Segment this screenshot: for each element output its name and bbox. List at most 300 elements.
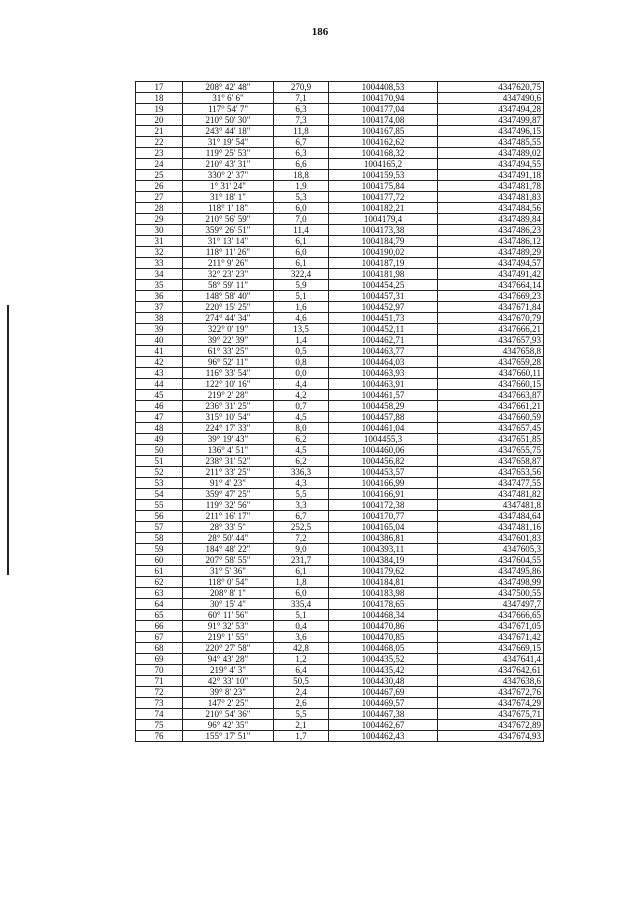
- table-row: [136, 599, 544, 610]
- y-coordinate-cell: 4347671,05: [438, 621, 544, 632]
- angle-cell: 118° 11' 26": [183, 247, 274, 258]
- y-coordinate-cell: 4347657,45: [438, 423, 544, 434]
- point-number-cell: 68: [136, 643, 183, 654]
- angle-cell: 31° 18' 1": [183, 192, 274, 203]
- point-number-cell: 17: [136, 82, 183, 93]
- table-row: [136, 368, 544, 379]
- margin-mark: [7, 305, 9, 575]
- angle-cell: 118° 0' 54": [183, 577, 274, 588]
- angle-cell: 330° 2' 37": [183, 170, 274, 181]
- table-row: [136, 423, 544, 434]
- length-cell: 5,1: [274, 610, 329, 621]
- point-number-cell: 67: [136, 632, 183, 643]
- table-row: [136, 258, 544, 269]
- y-coordinate-cell: 4347604,55: [438, 555, 544, 566]
- length-cell: 0,7: [274, 401, 329, 412]
- y-coordinate-cell: 4347477,55: [438, 478, 544, 489]
- length-cell: 6,4: [274, 665, 329, 676]
- length-cell: 2,6: [274, 698, 329, 709]
- table-row: [136, 478, 544, 489]
- angle-cell: 315° 10' 54": [183, 412, 274, 423]
- length-cell: 0,4: [274, 621, 329, 632]
- y-coordinate-cell: 4347672,89: [438, 720, 544, 731]
- point-number-cell: 51: [136, 456, 183, 467]
- x-coordinate-cell: 1004435,52: [329, 654, 438, 665]
- x-coordinate-cell: 1004468,34: [329, 610, 438, 621]
- x-coordinate-cell: 1004165,04: [329, 522, 438, 533]
- x-coordinate-cell: 1004182,21: [329, 203, 438, 214]
- table-row: [136, 643, 544, 654]
- length-cell: 0,8: [274, 357, 329, 368]
- angle-cell: 208° 42' 48": [183, 82, 274, 93]
- length-cell: 13,5: [274, 324, 329, 335]
- y-coordinate-cell: 4347491,42: [438, 269, 544, 280]
- table-row: [136, 401, 544, 412]
- length-cell: 6,2: [274, 456, 329, 467]
- length-cell: 42,8: [274, 643, 329, 654]
- page-number: 186: [311, 26, 329, 38]
- table-row: [136, 379, 544, 390]
- point-number-cell: 24: [136, 159, 183, 170]
- x-coordinate-cell: 1004386,81: [329, 533, 438, 544]
- y-coordinate-cell: 4347484,56: [438, 203, 544, 214]
- x-coordinate-cell: 1004454,25: [329, 280, 438, 291]
- point-number-cell: 45: [136, 390, 183, 401]
- table-row: [136, 731, 544, 742]
- angle-cell: 210° 50' 30": [183, 115, 274, 126]
- angle-cell: 96° 42' 35": [183, 720, 274, 731]
- length-cell: 3,6: [274, 632, 329, 643]
- y-coordinate-cell: 4347490,6: [438, 93, 544, 104]
- point-number-cell: 56: [136, 511, 183, 522]
- length-cell: 270,9: [274, 82, 329, 93]
- point-number-cell: 37: [136, 302, 183, 313]
- x-coordinate-cell: 1004435,42: [329, 665, 438, 676]
- length-cell: 50,5: [274, 676, 329, 687]
- y-coordinate-cell: 4347675,71: [438, 709, 544, 720]
- table-row: [136, 489, 544, 500]
- table-row: [136, 346, 544, 357]
- table-row: [136, 214, 544, 225]
- y-coordinate-cell: 4347666,65: [438, 610, 544, 621]
- angle-cell: 238° 31' 52": [183, 456, 274, 467]
- length-cell: 18,8: [274, 170, 329, 181]
- angle-cell: 96° 52' 11": [183, 357, 274, 368]
- y-coordinate-cell: 4347481,83: [438, 192, 544, 203]
- x-coordinate-cell: 1004168,32: [329, 148, 438, 159]
- y-coordinate-cell: 4347620,75: [438, 82, 544, 93]
- length-cell: 6,6: [274, 159, 329, 170]
- point-number-cell: 23: [136, 148, 183, 159]
- point-number-cell: 66: [136, 621, 183, 632]
- length-cell: 252,5: [274, 522, 329, 533]
- length-cell: 2,4: [274, 687, 329, 698]
- x-coordinate-cell: 1004184,81: [329, 577, 438, 588]
- x-coordinate-cell: 1004452,97: [329, 302, 438, 313]
- point-number-cell: 19: [136, 104, 183, 115]
- length-cell: 1,7: [274, 731, 329, 742]
- y-coordinate-cell: 4347672,76: [438, 687, 544, 698]
- length-cell: 4,4: [274, 379, 329, 390]
- table-row: [136, 115, 544, 126]
- table-row: [136, 412, 544, 423]
- table-row: [136, 335, 544, 346]
- point-number-cell: 58: [136, 533, 183, 544]
- angle-cell: 219° 4' 3": [183, 665, 274, 676]
- table-row: [136, 170, 544, 181]
- x-coordinate-cell: 1004456,82: [329, 456, 438, 467]
- table-row: [136, 467, 544, 478]
- angle-cell: 219° 2' 28": [183, 390, 274, 401]
- point-number-cell: 26: [136, 181, 183, 192]
- y-coordinate-cell: 4347481,16: [438, 522, 544, 533]
- table-row: [136, 137, 544, 148]
- angle-cell: 147° 2' 25": [183, 698, 274, 709]
- angle-cell: 91° 4' 23": [183, 478, 274, 489]
- length-cell: 1,2: [274, 654, 329, 665]
- y-coordinate-cell: 4347491,18: [438, 170, 544, 181]
- y-coordinate-cell: 4347658,87: [438, 456, 544, 467]
- table-row: [136, 269, 544, 280]
- y-coordinate-cell: 4347651,85: [438, 434, 544, 445]
- point-number-cell: 32: [136, 247, 183, 258]
- y-coordinate-cell: 4347642,61: [438, 665, 544, 676]
- table-row: [136, 302, 544, 313]
- y-coordinate-cell: 4347670,79: [438, 313, 544, 324]
- table-row: [136, 511, 544, 522]
- y-coordinate-cell: 4347489,02: [438, 148, 544, 159]
- y-coordinate-cell: 4347658,8: [438, 346, 544, 357]
- length-cell: 1,8: [274, 577, 329, 588]
- point-number-cell: 31: [136, 236, 183, 247]
- x-coordinate-cell: 1004393,11: [329, 544, 438, 555]
- length-cell: 1,6: [274, 302, 329, 313]
- table-row: [136, 203, 544, 214]
- table-row: [136, 676, 544, 687]
- point-number-cell: 62: [136, 577, 183, 588]
- angle-cell: 119° 25' 53": [183, 148, 274, 159]
- x-coordinate-cell: 1004470,86: [329, 621, 438, 632]
- length-cell: 5,1: [274, 291, 329, 302]
- x-coordinate-cell: 1004179,62: [329, 566, 438, 577]
- table-row: [136, 566, 544, 577]
- table-row: [136, 313, 544, 324]
- table-row: [136, 148, 544, 159]
- point-number-cell: 28: [136, 203, 183, 214]
- y-coordinate-cell: 4347663,87: [438, 390, 544, 401]
- angle-cell: 148° 58' 40": [183, 291, 274, 302]
- x-coordinate-cell: 1004458,29: [329, 401, 438, 412]
- point-number-cell: 59: [136, 544, 183, 555]
- length-cell: 5,5: [274, 489, 329, 500]
- y-coordinate-cell: 4347674,29: [438, 698, 544, 709]
- y-coordinate-cell: 4347497,7: [438, 599, 544, 610]
- point-number-cell: 52: [136, 467, 183, 478]
- table-row: [136, 225, 544, 236]
- point-number-cell: 49: [136, 434, 183, 445]
- y-coordinate-cell: 4347485,55: [438, 137, 544, 148]
- x-coordinate-cell: 1004177,04: [329, 104, 438, 115]
- table-row: [136, 390, 544, 401]
- angle-cell: 28° 33' 5": [183, 522, 274, 533]
- angle-cell: 243° 44' 18": [183, 126, 274, 137]
- point-number-cell: 34: [136, 269, 183, 280]
- length-cell: 8,0: [274, 423, 329, 434]
- y-coordinate-cell: 4347641,4: [438, 654, 544, 665]
- x-coordinate-cell: 1004464,03: [329, 357, 438, 368]
- angle-cell: 1° 31' 24": [183, 181, 274, 192]
- x-coordinate-cell: 1004461,04: [329, 423, 438, 434]
- angle-cell: 31° 13' 14": [183, 236, 274, 247]
- point-number-cell: 53: [136, 478, 183, 489]
- length-cell: 1,9: [274, 181, 329, 192]
- point-number-cell: 48: [136, 423, 183, 434]
- length-cell: 6,0: [274, 247, 329, 258]
- point-number-cell: 22: [136, 137, 183, 148]
- point-number-cell: 42: [136, 357, 183, 368]
- y-coordinate-cell: 4347481,8: [438, 500, 544, 511]
- length-cell: 6,0: [274, 203, 329, 214]
- point-number-cell: 69: [136, 654, 183, 665]
- angle-cell: 210° 43' 31": [183, 159, 274, 170]
- angle-cell: 211° 16' 17": [183, 511, 274, 522]
- y-coordinate-cell: 4347669,15: [438, 643, 544, 654]
- length-cell: 6,3: [274, 148, 329, 159]
- angle-cell: 155° 17' 51": [183, 731, 274, 742]
- point-number-cell: 65: [136, 610, 183, 621]
- point-number-cell: 20: [136, 115, 183, 126]
- length-cell: 322,4: [274, 269, 329, 280]
- point-number-cell: 47: [136, 412, 183, 423]
- y-coordinate-cell: 4347605,3: [438, 544, 544, 555]
- y-coordinate-cell: 4347653,56: [438, 467, 544, 478]
- point-number-cell: 25: [136, 170, 183, 181]
- y-coordinate-cell: 4347655,75: [438, 445, 544, 456]
- length-cell: 0,5: [274, 346, 329, 357]
- y-coordinate-cell: 4347499,87: [438, 115, 544, 126]
- point-number-cell: 38: [136, 313, 183, 324]
- x-coordinate-cell: 1004452,11: [329, 324, 438, 335]
- table-row: [136, 82, 544, 93]
- coordinates-table: [135, 81, 544, 742]
- x-coordinate-cell: 1004469,57: [329, 698, 438, 709]
- point-number-cell: 44: [136, 379, 183, 390]
- x-coordinate-cell: 1004462,43: [329, 731, 438, 742]
- x-coordinate-cell: 1004455,3: [329, 434, 438, 445]
- x-coordinate-cell: 1004174,08: [329, 115, 438, 126]
- angle-cell: 208° 8' 1": [183, 588, 274, 599]
- length-cell: 6,3: [274, 104, 329, 115]
- length-cell: 6,1: [274, 566, 329, 577]
- length-cell: 6,7: [274, 511, 329, 522]
- point-number-cell: 39: [136, 324, 183, 335]
- x-coordinate-cell: 1004166,91: [329, 489, 438, 500]
- angle-cell: 236° 31' 25": [183, 401, 274, 412]
- angle-cell: 30° 15' 4": [183, 599, 274, 610]
- length-cell: 4,5: [274, 445, 329, 456]
- y-coordinate-cell: 4347500,55: [438, 588, 544, 599]
- table-row: [136, 610, 544, 621]
- point-number-cell: 27: [136, 192, 183, 203]
- angle-cell: 31° 6' 6": [183, 93, 274, 104]
- point-number-cell: 18: [136, 93, 183, 104]
- x-coordinate-cell: 1004462,67: [329, 720, 438, 731]
- point-number-cell: 76: [136, 731, 183, 742]
- angle-cell: 220° 27' 58": [183, 643, 274, 654]
- angle-cell: 39° 8' 23": [183, 687, 274, 698]
- table-row: [136, 291, 544, 302]
- angle-cell: 32° 23' 23": [183, 269, 274, 280]
- y-coordinate-cell: 4347486,12: [438, 236, 544, 247]
- y-coordinate-cell: 4347494,55: [438, 159, 544, 170]
- table-row: [136, 445, 544, 456]
- length-cell: 2,1: [274, 720, 329, 731]
- point-number-cell: 72: [136, 687, 183, 698]
- length-cell: 4,5: [274, 412, 329, 423]
- y-coordinate-cell: 4347661,21: [438, 401, 544, 412]
- x-coordinate-cell: 1004457,31: [329, 291, 438, 302]
- x-coordinate-cell: 1004384,19: [329, 555, 438, 566]
- y-coordinate-cell: 4347481,82: [438, 489, 544, 500]
- table-row: [136, 522, 544, 533]
- y-coordinate-cell: 4347666,21: [438, 324, 544, 335]
- x-coordinate-cell: 1004165,2: [329, 159, 438, 170]
- angle-cell: 28° 50' 44": [183, 533, 274, 544]
- angle-cell: 322° 0' 19": [183, 324, 274, 335]
- length-cell: 11,4: [274, 225, 329, 236]
- y-coordinate-cell: 4347486,23: [438, 225, 544, 236]
- point-number-cell: 71: [136, 676, 183, 687]
- y-coordinate-cell: 4347674,93: [438, 731, 544, 742]
- length-cell: 6,0: [274, 588, 329, 599]
- length-cell: 7,3: [274, 115, 329, 126]
- point-number-cell: 50: [136, 445, 183, 456]
- x-coordinate-cell: 1004181,98: [329, 269, 438, 280]
- x-coordinate-cell: 1004170,94: [329, 93, 438, 104]
- point-number-cell: 61: [136, 566, 183, 577]
- length-cell: 7,1: [274, 93, 329, 104]
- angle-cell: 224° 17' 33": [183, 423, 274, 434]
- table-row: [136, 280, 544, 291]
- length-cell: 6,1: [274, 236, 329, 247]
- y-coordinate-cell: 4347489,29: [438, 247, 544, 258]
- length-cell: 7,2: [274, 533, 329, 544]
- table-row: [136, 698, 544, 709]
- angle-cell: 39° 22' 39": [183, 335, 274, 346]
- table-row: [136, 247, 544, 258]
- angle-cell: 61° 33' 25": [183, 346, 274, 357]
- table-row: [136, 654, 544, 665]
- angle-cell: 359° 47' 25": [183, 489, 274, 500]
- y-coordinate-cell: 4347496,15: [438, 126, 544, 137]
- y-coordinate-cell: 4347498,99: [438, 577, 544, 588]
- point-number-cell: 75: [136, 720, 183, 731]
- table-row: [136, 93, 544, 104]
- table-row: [136, 434, 544, 445]
- y-coordinate-cell: 4347495,86: [438, 566, 544, 577]
- length-cell: 11,8: [274, 126, 329, 137]
- angle-cell: 119° 32' 56": [183, 500, 274, 511]
- table-row: [136, 621, 544, 632]
- x-coordinate-cell: 1004179,4: [329, 214, 438, 225]
- point-number-cell: 46: [136, 401, 183, 412]
- angle-cell: 207° 58' 55": [183, 555, 274, 566]
- x-coordinate-cell: 1004408,53: [329, 82, 438, 93]
- angle-cell: 274° 44' 34": [183, 313, 274, 324]
- point-number-cell: 60: [136, 555, 183, 566]
- point-number-cell: 35: [136, 280, 183, 291]
- table-row: [136, 709, 544, 720]
- length-cell: 4,2: [274, 390, 329, 401]
- length-cell: 4,6: [274, 313, 329, 324]
- point-number-cell: 73: [136, 698, 183, 709]
- coordinates-table-body: [136, 82, 544, 742]
- table-row: [136, 500, 544, 511]
- point-number-cell: 21: [136, 126, 183, 137]
- point-number-cell: 54: [136, 489, 183, 500]
- table-row: [136, 687, 544, 698]
- angle-cell: 122° 10' 16": [183, 379, 274, 390]
- point-number-cell: 63: [136, 588, 183, 599]
- angle-cell: 211° 33' 25": [183, 467, 274, 478]
- y-coordinate-cell: 4347671,42: [438, 632, 544, 643]
- x-coordinate-cell: 1004463,91: [329, 379, 438, 390]
- length-cell: 0,0: [274, 368, 329, 379]
- x-coordinate-cell: 1004457,88: [329, 412, 438, 423]
- angle-cell: 116° 33' 54": [183, 368, 274, 379]
- angle-cell: 42° 33' 10": [183, 676, 274, 687]
- x-coordinate-cell: 1004461,57: [329, 390, 438, 401]
- point-number-cell: 36: [136, 291, 183, 302]
- x-coordinate-cell: 1004470,85: [329, 632, 438, 643]
- length-cell: 9,0: [274, 544, 329, 555]
- y-coordinate-cell: 4347638,6: [438, 676, 544, 687]
- point-number-cell: 43: [136, 368, 183, 379]
- y-coordinate-cell: 4347601,83: [438, 533, 544, 544]
- table-row: [136, 632, 544, 643]
- table-row: [136, 181, 544, 192]
- x-coordinate-cell: 1004170,77: [329, 511, 438, 522]
- angle-cell: 184° 48' 22": [183, 544, 274, 555]
- length-cell: 1,4: [274, 335, 329, 346]
- angle-cell: 94° 43' 28": [183, 654, 274, 665]
- x-coordinate-cell: 1004460,06: [329, 445, 438, 456]
- x-coordinate-cell: 1004467,38: [329, 709, 438, 720]
- point-number-cell: 70: [136, 665, 183, 676]
- x-coordinate-cell: 1004430,48: [329, 676, 438, 687]
- y-coordinate-cell: 4347660,59: [438, 412, 544, 423]
- point-number-cell: 64: [136, 599, 183, 610]
- x-coordinate-cell: 1004166,99: [329, 478, 438, 489]
- x-coordinate-cell: 1004172,38: [329, 500, 438, 511]
- point-number-cell: 33: [136, 258, 183, 269]
- y-coordinate-cell: 4347494,57: [438, 258, 544, 269]
- y-coordinate-cell: 4347481,78: [438, 181, 544, 192]
- table-row: [136, 555, 544, 566]
- x-coordinate-cell: 1004183,98: [329, 588, 438, 599]
- table-row: [136, 236, 544, 247]
- length-cell: 3,3: [274, 500, 329, 511]
- x-coordinate-cell: 1004187,19: [329, 258, 438, 269]
- angle-cell: 210° 56' 59": [183, 214, 274, 225]
- y-coordinate-cell: 4347494,28: [438, 104, 544, 115]
- angle-cell: 60° 11' 56": [183, 610, 274, 621]
- y-coordinate-cell: 4347669,23: [438, 291, 544, 302]
- x-coordinate-cell: 1004462,71: [329, 335, 438, 346]
- table-row: [136, 104, 544, 115]
- length-cell: 5,9: [274, 280, 329, 291]
- length-cell: 6,7: [274, 137, 329, 148]
